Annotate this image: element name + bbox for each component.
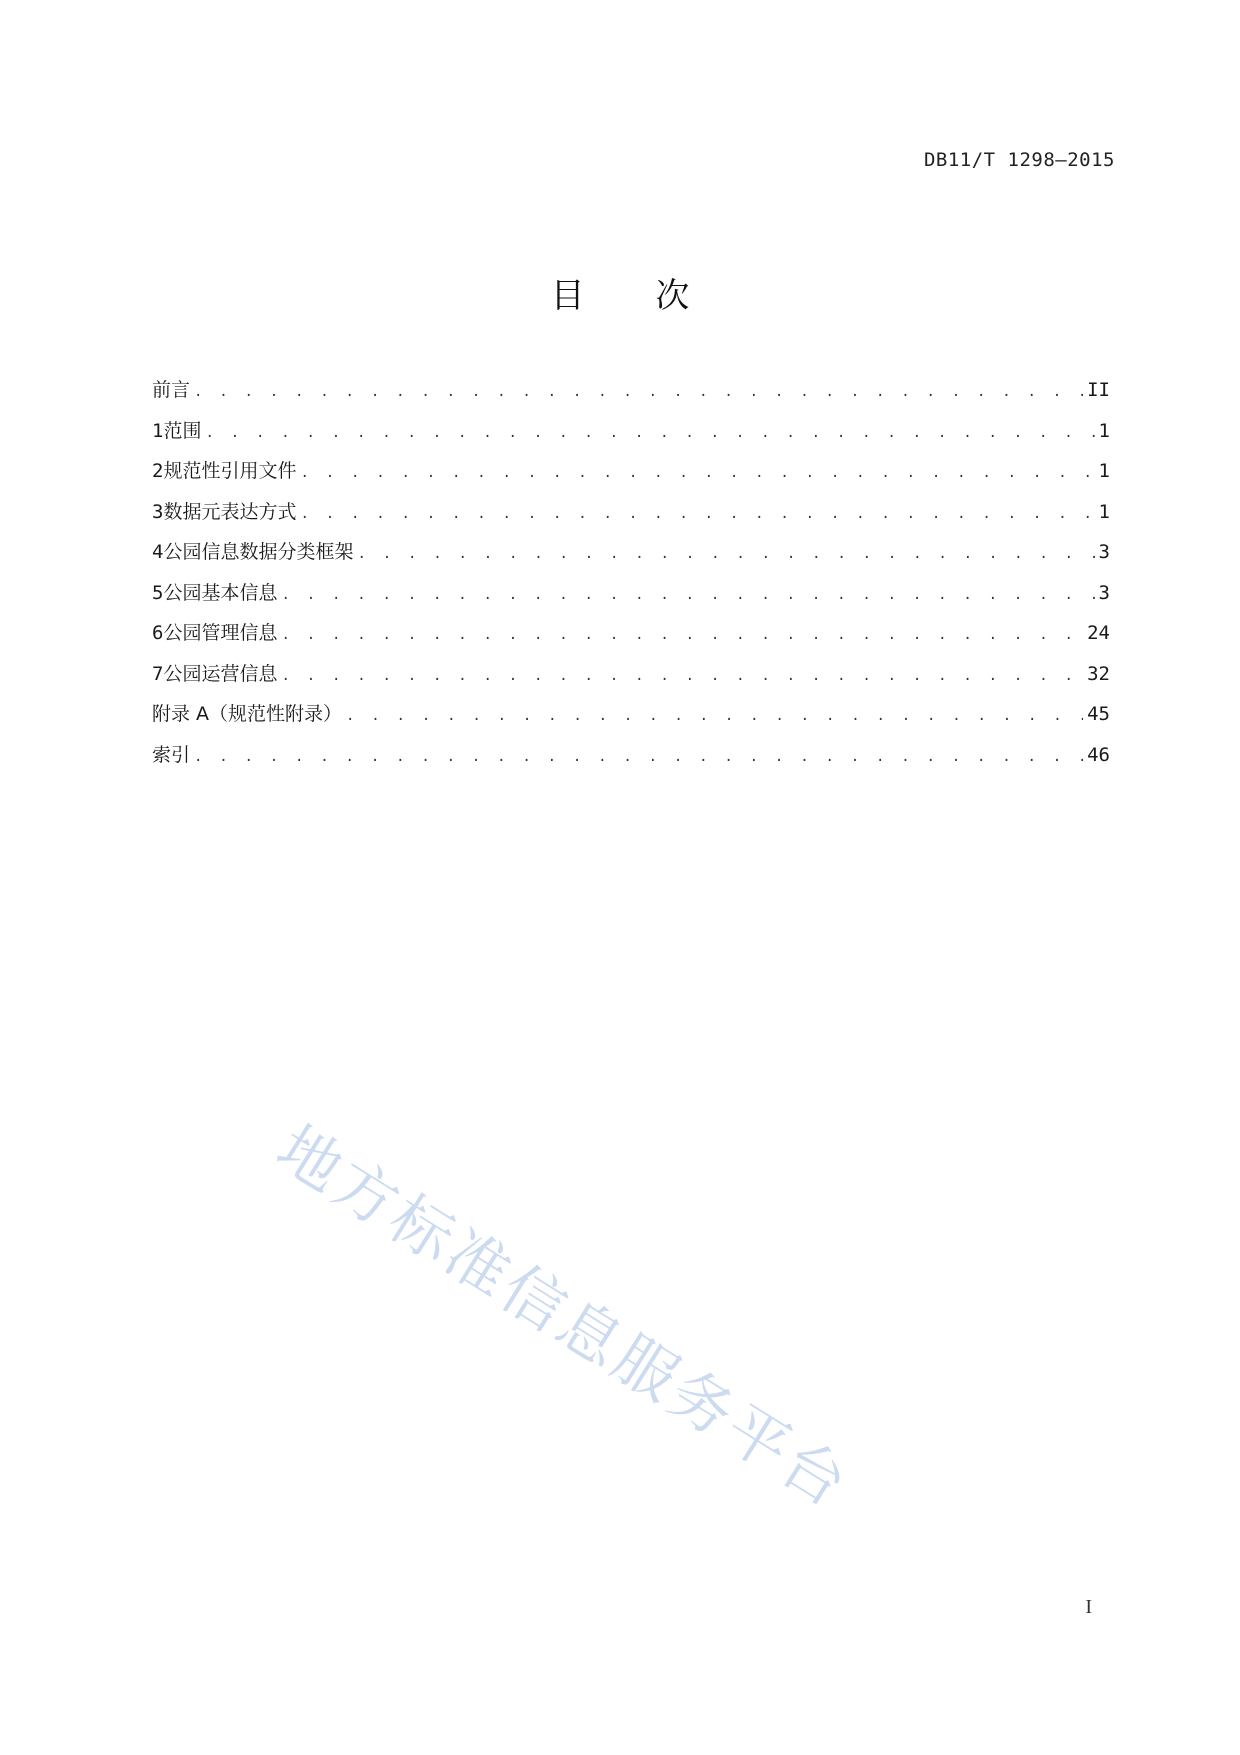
- toc-entry-label: 公园管理信息: [163, 622, 278, 644]
- toc-entry-number: 3: [152, 500, 164, 523]
- toc-entry-label: 公园运营信息: [163, 662, 278, 685]
- toc-entry-label: 数据元表达方式: [163, 500, 297, 523]
- toc-entry-label: 公园信息数据分类框架: [163, 541, 354, 563]
- toc-entry-number: 5: [152, 581, 164, 604]
- toc-leader-dots: [346, 696, 1083, 737]
- toc-leader-dots: [205, 413, 1094, 454]
- toc-entry-number: 4: [152, 541, 164, 563]
- toc-list: [152, 370, 1110, 775]
- toc-entry-page: 1: [1098, 460, 1110, 482]
- toc-entry-page: 24: [1087, 622, 1110, 644]
- toc-entry-label: 公园基本信息: [163, 581, 278, 604]
- watermark: 地方标准信息服务平台: [264, 1111, 863, 1523]
- toc-entry-number: 6: [152, 622, 164, 644]
- toc-entry-index[interactable]: [152, 735, 1110, 776]
- toc-entry-appendix-a[interactable]: [152, 694, 1110, 735]
- toc-entry-2[interactable]: [152, 451, 1110, 492]
- toc-entry-4[interactable]: [152, 532, 1110, 573]
- toc-leader-dots: [281, 615, 1083, 656]
- toc-leader-dots: [194, 737, 1083, 778]
- toc-entry-page: 46: [1087, 743, 1110, 766]
- toc-entry-label: 范围: [163, 419, 202, 442]
- toc-entry-page: 45: [1087, 703, 1110, 725]
- toc-entry-label: 前言: [152, 379, 191, 401]
- toc-entry-3[interactable]: [152, 492, 1110, 533]
- toc-entry-page: 3: [1098, 581, 1110, 604]
- toc-entry-page: 3: [1098, 541, 1110, 563]
- toc-entry-number: 1: [152, 419, 164, 442]
- toc-entry-5[interactable]: [152, 573, 1110, 614]
- toc-entry-page: 32: [1087, 662, 1110, 685]
- document-code: DB11/T 1298—2015: [923, 149, 1115, 171]
- toc-leader-dots: [281, 575, 1094, 616]
- toc-leader-dots: [281, 656, 1083, 697]
- toc-entry-7[interactable]: [152, 654, 1110, 695]
- toc-entry-label: 规范性引用文件: [163, 460, 297, 482]
- toc-entry-6[interactable]: [152, 613, 1110, 654]
- toc-leader-dots: [300, 453, 1094, 494]
- toc-leader-dots: [194, 372, 1083, 413]
- toc-leader-dots: [300, 494, 1094, 535]
- toc-title: 目 次: [550, 276, 720, 316]
- toc-entry-page: 1: [1098, 419, 1110, 442]
- toc-entry-page: 1: [1098, 500, 1110, 523]
- page-number: I: [1085, 1596, 1092, 1618]
- toc-leader-dots: [357, 534, 1094, 575]
- toc-entry-label: 索引: [152, 743, 191, 766]
- toc-entry-foreword[interactable]: [152, 370, 1110, 411]
- toc-entry-number: 2: [152, 460, 164, 482]
- toc-entry-number: 7: [152, 662, 164, 685]
- toc-entry-page: II: [1087, 379, 1110, 401]
- toc-entry-1[interactable]: [152, 411, 1110, 452]
- toc-entry-label: 附录 A（规范性附录）: [152, 703, 343, 725]
